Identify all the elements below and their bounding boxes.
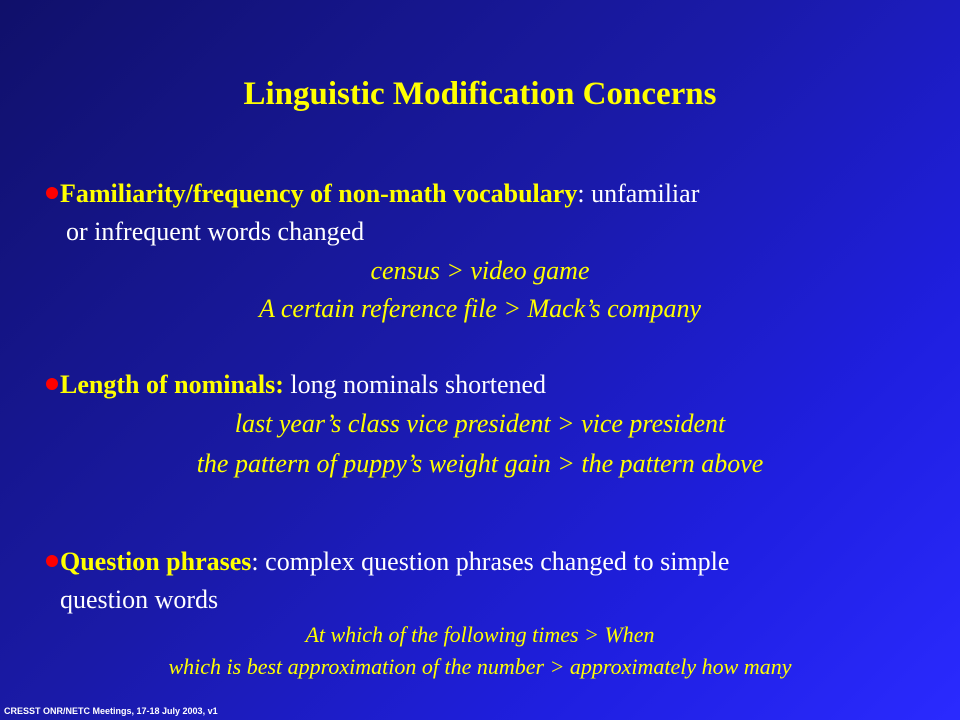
bullet-dot-icon (46, 187, 58, 199)
footer-text: CRESST ONR/NETC Meetings, 17-18 July 2003, v1 (4, 706, 218, 716)
bullet-continuation: or infrequent words changed (66, 217, 365, 246)
bullet-keyword: Familiarity/frequency of non-math vocabulary (60, 179, 578, 208)
bullet-continuation: question words (60, 585, 219, 614)
example-line: last year’s class vice president > vice president (234, 409, 726, 438)
bullet-separator: : (577, 179, 585, 208)
bullet-text: unfamiliar (584, 179, 700, 208)
bullet-text: complex question phrases changed to simple (258, 547, 730, 576)
bullet-dot-icon (46, 555, 58, 567)
example-line: the pattern of puppy’s weight gain > the pattern above (196, 449, 764, 478)
bullet-dot-icon (46, 378, 58, 390)
example-line: At which of the following times > When (305, 622, 655, 647)
bullet-keyword: Length of nominals: (60, 370, 284, 399)
bullet-separator: : (251, 547, 259, 576)
bullet-item-questions (46, 544, 729, 580)
example-line: census > video game (370, 256, 590, 285)
bullet-text: long nominals shortened (283, 370, 547, 399)
example-line: which is best approximation of the number > approximately how many (168, 654, 792, 679)
slide-title: Linguistic Modification Concerns (243, 76, 717, 112)
bullet-item-familiarity (46, 176, 699, 212)
example-line: A certain reference file > Mack’s company (258, 294, 702, 323)
bullet-item-nominals (46, 367, 546, 403)
bullet-keyword: Question phrases (60, 547, 252, 576)
